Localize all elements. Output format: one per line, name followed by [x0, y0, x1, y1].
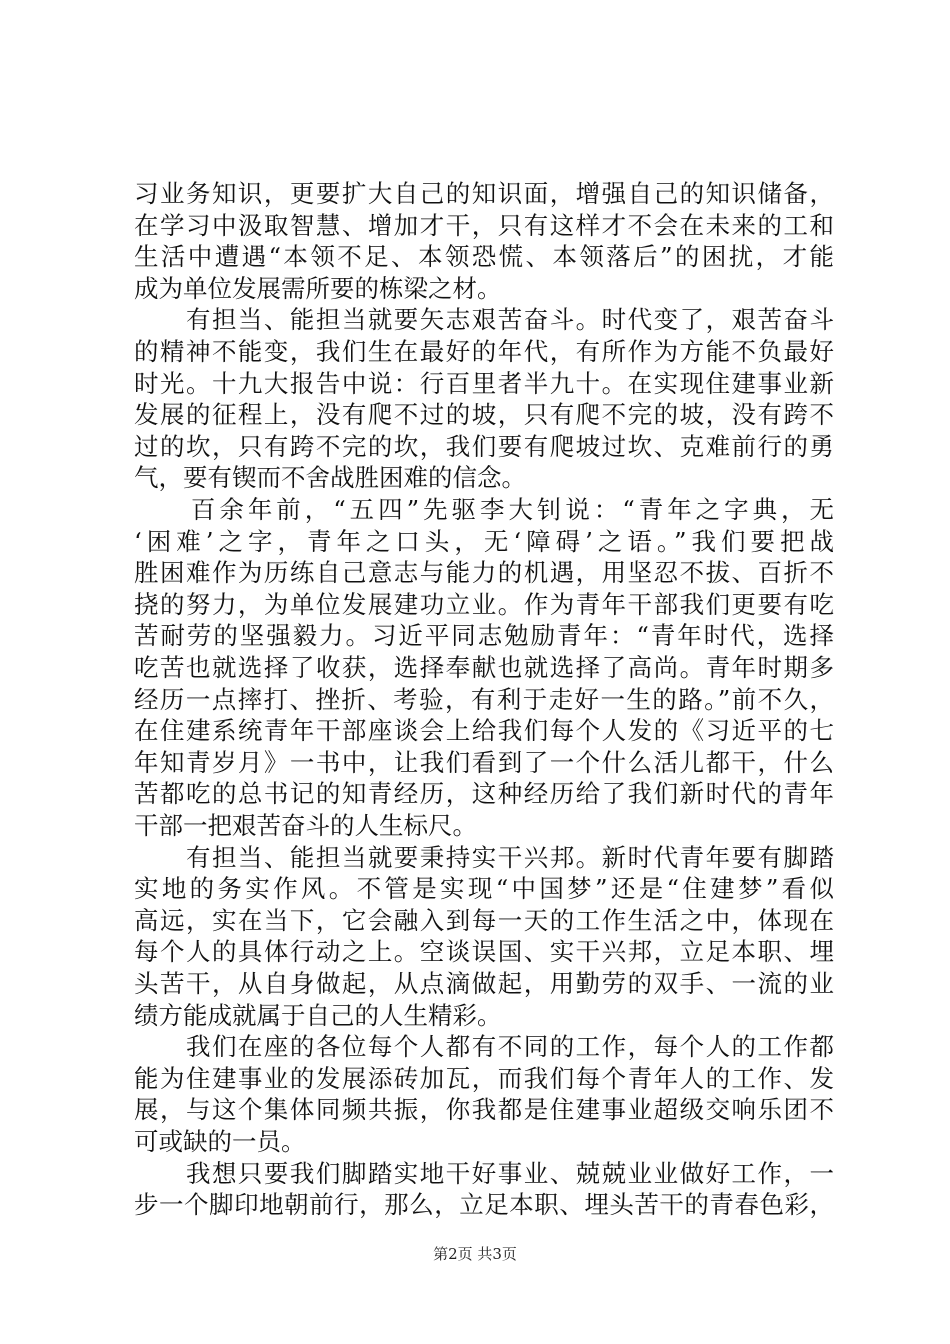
text-line: 经历一点摔打、挫折、考验，有利于走好一生的路。”前不久，: [134, 684, 834, 714]
text-line: 气，要有锲而不舍战胜困难的信念。: [134, 463, 526, 493]
text-line: 在住建系统青年干部座谈会上给我们每个人发的《习近平的七: [134, 716, 834, 746]
text-line: 我们在座的各位每个人都有不同的工作，每个人的工作都: [134, 1032, 834, 1062]
text-line: 干部一把艰苦奋斗的人生标尺。: [134, 811, 477, 840]
text-line: 过的坎，只有跨不完的坎，我们要有爬坡过坎、克难前行的勇: [134, 431, 834, 461]
text-line: 发展的征程上，没有爬不过的坡，只有爬不完的坡，没有跨不: [134, 400, 834, 430]
text-line: 每个人的具体行动之上。空谈误国、实干兴邦，立足本职、埋: [134, 937, 834, 967]
text-line: 吃苦也就选择了收获，选择奉献也就选择了高尚。青年时期多: [134, 653, 834, 682]
text-line: 实地的务实作风。不管是实现“中国梦”还是“住建梦”看似: [134, 874, 834, 904]
text-line: ‘困难’之字，青年之口头，无‘障碍’之语。”我们要把战: [134, 526, 834, 556]
text-line: 展，与这个集体同频共振，你我都是住建事业超级交响乐团不: [134, 1095, 834, 1125]
text-line: 苦都吃的总书记的知青经历，这种经历给了我们新时代的青年: [134, 779, 834, 809]
text-line: 成为单位发展需所要的栋梁之材。: [134, 273, 502, 303]
text-line: 苦耐劳的坚强毅力。习近平同志勉励青年：“青年时代，选择: [134, 621, 834, 651]
text-line: 头苦干，从自身做起，从点滴做起，用勤劳的双手、一流的业: [134, 969, 834, 998]
text-line: 我想只要我们脚踏实地干好事业、兢兢业业做好工作，一: [134, 1158, 834, 1188]
text-line: 胜困难作为历练自己意志与能力的机遇，用坚忍不拔、百折不: [134, 558, 834, 588]
text-line: 步一个脚印地朝前行，那么，立足本职、埋头苦干的青春色彩，: [134, 1190, 834, 1220]
text-line: 绩方能成就属于自己的人生精彩。: [134, 1000, 502, 1030]
text-line: 时光。十九大报告中说：行百里者半九十。在实现住建事业新: [134, 368, 834, 398]
text-line: 年知青岁月》一书中，让我们看到了一个什么活儿都干，什么: [134, 747, 834, 777]
text-line: 可或缺的一员。: [134, 1127, 306, 1156]
text-line: 生活中遭遇“本领不足、本领恐慌、本领落后”的困扰，才能: [134, 242, 834, 272]
text-line: 百余年前，“五四”先驱李大钊说：“青年之字典，无: [134, 495, 834, 524]
page-footer: 第2页 共3页: [433, 1245, 517, 1263]
text-line: 的精神不能变，我们生在最好的年代，有所作为方能不负最好: [134, 337, 834, 366]
text-line: 高远，实在当下，它会融入到每一天的工作生活之中，体现在: [134, 905, 834, 935]
text-line: 挠的努力，为单位发展建功立业。作为青年干部我们更要有吃: [134, 589, 834, 619]
text-line: 有担当、能担当就要秉持实干兴邦。新时代青年要有脚踏: [134, 842, 834, 872]
text-line: 能为住建事业的发展添砖加瓦，而我们每个青年人的工作、发: [134, 1063, 834, 1093]
text-line: 有担当、能担当就要矢志艰苦奋斗。时代变了，艰苦奋斗: [134, 305, 834, 335]
text-line: 在学习中汲取智慧、增加才干，只有这样才不会在未来的工和: [134, 210, 834, 240]
text-line: 习业务知识，更要扩大自己的知识面，增强自己的知识储备，: [134, 179, 834, 208]
